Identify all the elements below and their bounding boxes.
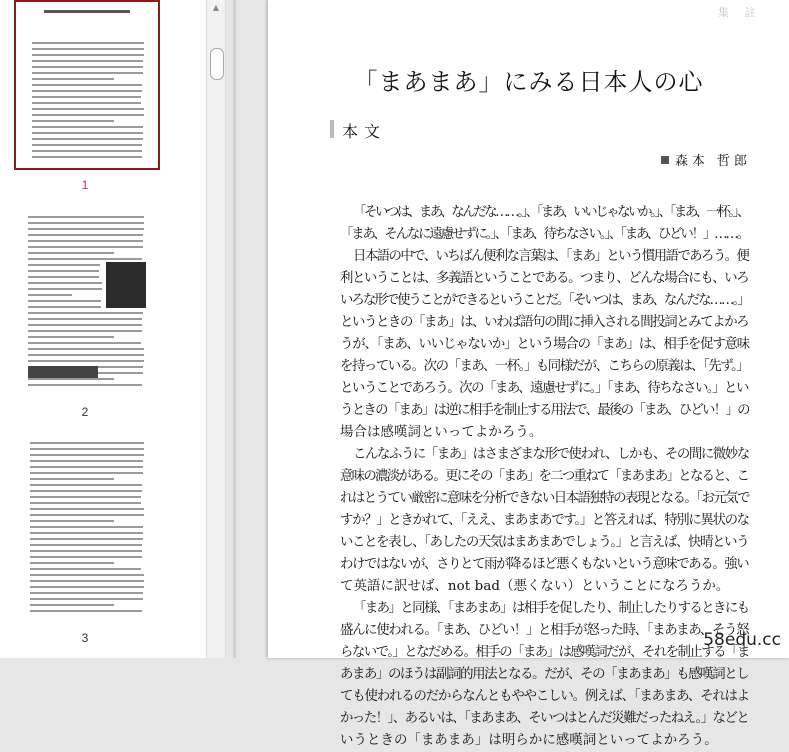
- thumbnail-text-line: [32, 120, 114, 122]
- thumbnail-text-line: [30, 568, 141, 570]
- thumbnail-text-line: [28, 312, 143, 314]
- thumbnail-text-line: [30, 484, 142, 486]
- thumbnail-text-line: [32, 72, 143, 74]
- text-line: かった！」、あるいは、「まあまあ、そいつはとんだ災難だったねえ。」などと: [340, 711, 749, 726]
- paragraph: [340, 246, 752, 444]
- thumbnail-text-line: [28, 288, 102, 290]
- text-line: 「まあ」と同様、「まあまあ」は相手を促したり、制止したりするときにも: [353, 601, 749, 616]
- thumbnail-text-line: [28, 318, 142, 320]
- thumbnail-text-line: [28, 342, 141, 344]
- thumbnail-text-line: [32, 90, 142, 92]
- section-marker: [330, 120, 334, 138]
- text-line: いことを表し、「あしたの天気はまあまあでしょう。」と言えば、快晴という: [340, 535, 749, 550]
- thumbnail-text-line: [28, 360, 144, 362]
- thumbnail-text-line: [30, 520, 114, 522]
- thumbnail-text-line: [32, 48, 144, 50]
- thumbnail-text-line: [32, 60, 143, 62]
- thumbnail-page-number-2[interactable]: 2: [81, 405, 89, 419]
- thumbnail-text-line: [30, 538, 143, 540]
- thumbnail-text-line: [32, 66, 143, 68]
- text-line: 意味の濃淡がある。更にその「まあ」を二つ重ねて「まあまあ」となると、こ: [340, 469, 749, 484]
- thumbnail-photo: [106, 262, 146, 308]
- thumbnail-text-line: [32, 114, 144, 116]
- author-label: 森本 哲郎: [674, 154, 751, 169]
- text-line: 「まあ、そんなに遠慮せずに。」、「まあ、待ちなさい。」、「まあ、ひどい！」……。: [340, 227, 748, 242]
- thumbnail-text-line: [30, 442, 144, 444]
- text-line: うが、「まあ、いいじゃないか」という場合の「まあ」は、相手を促す意味: [340, 337, 750, 352]
- text-line: わけではないが、さりとて雨が降るほど悪くもないという意味である。強い: [340, 557, 749, 572]
- text-line: れはとうてい厳密に意味を分析できない日本語独特の表現となる。「お元気で: [340, 491, 749, 506]
- thumbnail-text-line: [30, 586, 144, 588]
- text-line: というときの「まあ」は、いわば語句の間に挿入される間投詞とみてよかろ: [340, 315, 749, 330]
- thumbnail-text-line: [28, 216, 144, 218]
- text-line: いろな形で使うことができるということだ。「そいつは、まあ、なんだな……。」: [340, 293, 749, 308]
- thumbnail-text-line: [28, 300, 101, 302]
- thumbnail-text-line: [30, 562, 114, 564]
- paragraph: [340, 444, 752, 598]
- text-line: ということであろう。次の「まあ、遠慮せずに。」「まあ、待ちなさい。」とい: [340, 381, 748, 396]
- thumbnail-text-line: [30, 466, 143, 468]
- thumbnail-text-line: [28, 258, 142, 260]
- thumbnail-text-line: [32, 144, 142, 146]
- scroll-up-arrow-icon[interactable]: ▲: [212, 3, 220, 12]
- thumbnail-text-line: [28, 228, 144, 230]
- thumbnail-text-line: [30, 454, 144, 456]
- thumbnail-text-line: [28, 270, 99, 272]
- thumbnail-text-line: [30, 544, 142, 546]
- thumbnail-page-number-1[interactable]: 1: [81, 178, 89, 192]
- body-text: [340, 202, 752, 752]
- thumbnail-text-line: [30, 496, 141, 498]
- thumbnail-text-line: [32, 84, 142, 86]
- text-line: 場合は感嘆詞といってよかろう。: [340, 425, 543, 440]
- thumbnail-text-line: [30, 508, 144, 510]
- thumbnail-text-line: [30, 556, 142, 558]
- thumbnail-text-line: [30, 490, 142, 492]
- thumbnail-text-line: [28, 324, 142, 326]
- thumbnail-text-line: [30, 526, 143, 528]
- thumbnail-text-line: [28, 330, 142, 332]
- thumbnail-text-line: [28, 306, 101, 308]
- thumbnail-text-line: [28, 222, 144, 224]
- text-line: て英語に訳せば、not bad（悪くない）ということになろうか。: [340, 579, 730, 594]
- thumbnail-text-line: [30, 592, 143, 594]
- corner-stamp: 集 註: [718, 6, 762, 19]
- thumbnail-text-line: [28, 384, 142, 386]
- thumbnail-text-line: [30, 478, 114, 480]
- text-line: あまあ」のほうは副詞的用法となる。だが、その「まあまあ」も感嘆詞とし: [340, 667, 749, 682]
- text-line: 日本語の中で、いちばん便利な言葉は、「まあ」という慣用語であろう。便: [353, 249, 749, 264]
- text-line: いうときの「まあまあ」は明らかに感嘆詞といってよかろう。: [340, 733, 718, 748]
- thumbnail-text-line: [30, 604, 114, 606]
- thumbnail-text-line: [28, 354, 144, 356]
- thumbnail-text-line: [32, 78, 114, 80]
- thumbnail-text-line: [32, 126, 143, 128]
- thumbnail-text-line: [28, 246, 143, 248]
- square-bullet-icon: [661, 156, 669, 164]
- thumbnail-scrollbar[interactable]: [206, 0, 226, 658]
- thumbnail-text-line: [30, 514, 144, 516]
- thumbnail-title-line: [44, 10, 130, 13]
- thumbnail-text-line: [28, 276, 99, 278]
- paragraph: [340, 598, 752, 752]
- author-name: [661, 150, 751, 169]
- thumbnail-text-line: [32, 102, 141, 104]
- thumbnail-text-line: [30, 502, 141, 504]
- thumbnail-page-3[interactable]: [14, 436, 156, 622]
- thumbnail-text-line: [30, 610, 142, 612]
- thumbnail-text-line: [28, 294, 72, 296]
- text-line: を持っている。次の「まあ、一杯。」も同様だが、こちらの原義は、「先ず。」: [340, 359, 749, 374]
- text-line: 「そいつは、まあ、なんだな……。」、「まあ、いいじゃないか。」、「まあ、一杯。」、: [353, 205, 748, 220]
- thumbnail-page-number-3[interactable]: 3: [81, 631, 89, 645]
- thumbnail-text-line: [32, 108, 144, 110]
- text-line: 盛んに使われる。「まあ、ひどい！」と相手が怒った時、「まあまあ、そう怒: [340, 623, 749, 638]
- thumbnail-text-line: [28, 234, 143, 236]
- thumbnail-text-line: [28, 264, 100, 266]
- thumbnail-text-line: [28, 378, 114, 380]
- thumbnail-text-line: [30, 532, 143, 534]
- thumbnail-page-2[interactable]: [14, 210, 156, 396]
- thumbnail-text-line: [28, 282, 102, 284]
- text-line: こんなふうに「まあ」はさまざまな形で使われ、しかも、その間に微妙な: [353, 447, 749, 462]
- thumbnail-text-line: [30, 580, 144, 582]
- thumbnail-text-line: [32, 42, 144, 44]
- thumbnail-sidebar: [0, 0, 206, 658]
- text-line: すか？」ときかれて、「ええ、まあまあです。」と答えれば、特別に異状のな: [340, 513, 749, 528]
- thumbnail-text-line: [28, 240, 143, 242]
- thumbnail-text-line: [30, 550, 142, 552]
- thumbnail-text-line: [30, 472, 143, 474]
- thumbnail-text-line: [28, 336, 114, 338]
- paragraph: [340, 202, 752, 246]
- thumbnail-photo: [28, 366, 98, 378]
- text-line: うときの「まあ」は逆に相手を制止する用法で、最後の「まあ、ひどい！」の: [340, 403, 749, 418]
- thumbnail-text-line: [30, 574, 144, 576]
- thumbnail-text-line: [30, 598, 143, 600]
- thumbnail-text-line: [32, 150, 142, 152]
- pane-divider[interactable]: [233, 0, 236, 658]
- section-heading: 本文: [342, 122, 387, 141]
- page-title: 「まあまあ」にみる日本人の心: [353, 68, 704, 96]
- thumbnail-text-line: [28, 252, 114, 254]
- text-line: ても使われるのだからなんともややこしい。例えば、「まあまあ、それはよ: [340, 689, 750, 704]
- thumbnail-text-line: [32, 96, 141, 98]
- thumbnail-text-line: [32, 156, 142, 158]
- watermark: 58edu.cc: [703, 630, 781, 650]
- thumbnail-text-line: [28, 348, 144, 350]
- scrollbar-thumb[interactable]: [210, 48, 224, 80]
- text-line: らないで。」となだめる。相手の「まあ」は感嘆詞だが、それを制止する「ま: [340, 645, 749, 660]
- thumbnail-text-line: [32, 132, 143, 134]
- thumbnail-text-line: [30, 460, 143, 462]
- thumbnail-page-1[interactable]: [14, 0, 160, 170]
- thumbnail-text-line: [30, 448, 144, 450]
- thumbnail-text-line: [32, 138, 143, 140]
- document-page: [268, 0, 789, 748]
- thumbnail-text-line: [32, 54, 144, 56]
- text-line: 利ということは、多義語ということである。つまり、どんな場合にも、いろ: [340, 271, 749, 286]
